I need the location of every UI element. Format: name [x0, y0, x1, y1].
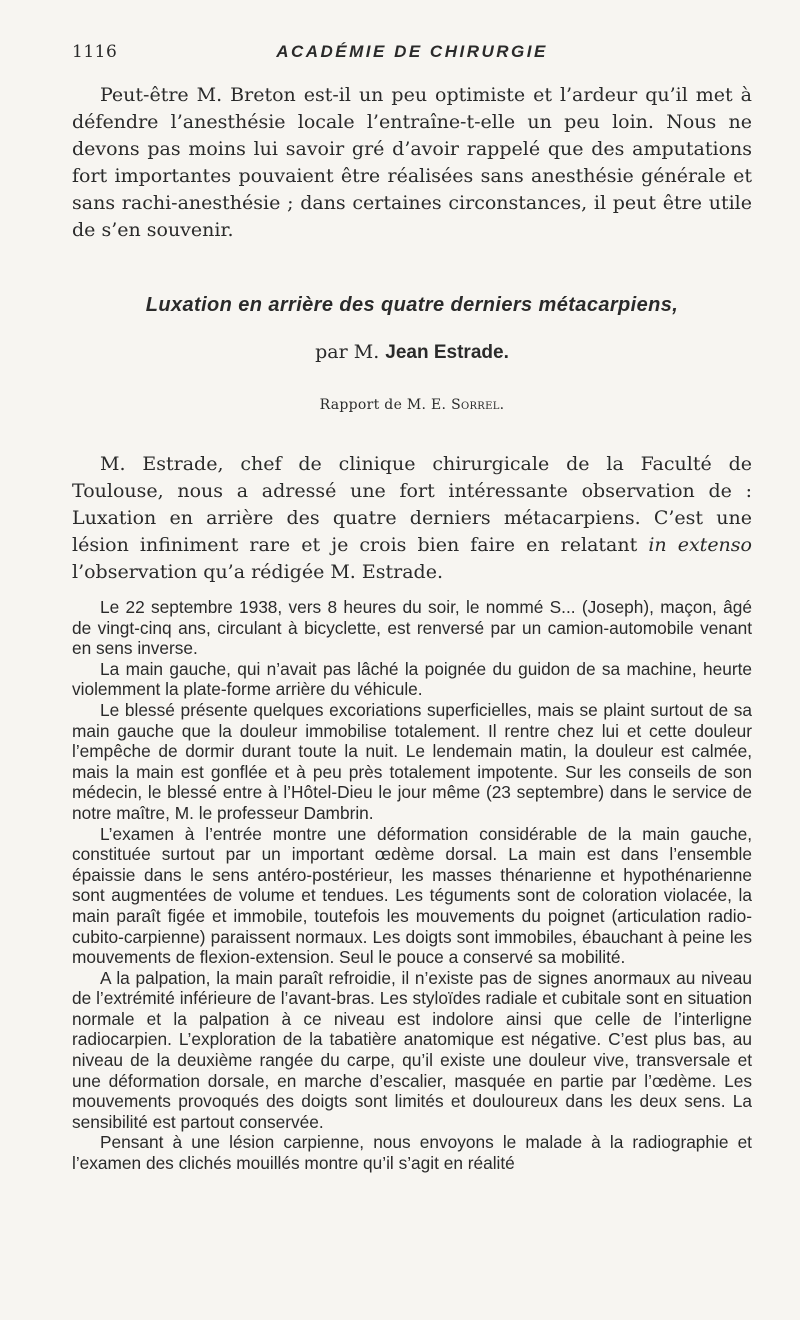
observation-paragraph: La main gauche, qui n’avait pas lâché la poignée du guidon de sa machine, heurte violemment la plate-forme arrière du véhicule. — [72, 658, 752, 700]
intro-paragraph: Peut-être M. Breton est-il un peu optimiste et l’ardeur qu’il met à défendre l’anesthésie locale l’entraîne-t-elle un peu loin. Nous ne devons pas moins lui savoir gré d’avoir rappelé que des amputations fort importantes pouvaient être réalisées sans anesthésie générale et sans rachi-anesthésie ; dans certaines circonstances, il peut être utile de s’en souvenir. — [72, 84, 752, 241]
report-author: Sorrel. — [451, 397, 505, 413]
byline — [72, 341, 752, 364]
report-text-before: M. Estrade, chef de clinique chirurgicale de la Faculté de Toulouse, nous a adressé une fort intéressante observation de : Luxation en arrière des quatre derniers métacarpiens. C’est une lésion infiniment rare et je crois bien faire en relatant — [72, 453, 752, 556]
observation-paragraph: L’examen à l’entrée montre une déformation considérable de la main gauche, constituée surtout par un important œdème dorsal. La main est dans l’ensemble épaissie dans le sens antéro-postérieur, les masses thénarienne et hypothénarienne sont augmentées de volume et tendues. Les téguments sont de coloration violacée, la main paraît figée et immobile, toutefois les mouvements du poignet (articulation radio-cubito-carpienne) paraissent normaux. Les doigts sont immobiles, ébauchant à peine les mouvements de flexion-extension. Seul le pouce a conservé sa mobilité. — [72, 823, 752, 968]
observation-paragraph: A la palpation, la main paraît refroidie, il n’existe pas de signes anormaux au niveau de l’extrémité inférieure de l’avant-bras. Les styloïdes radiale et cubitale sont en situation normale et la palpation à ce niveau est indolore ainsi que celle de l’interligne radiocarpien. L’exploration de la tabatière anatomique est négative. C’est plus bas, au niveau de la deuxième rangée du carpe, qu’il existe une douleur vive, transversale et une déformation dorsale, en marche d’escalier, masquée en partie par l’œdème. Les mouvements provoqués des doigts sont limités et douloureux dans les deux sens. La sensibilité est partout conservée. — [72, 967, 752, 1132]
report-line — [72, 397, 752, 413]
intro-block — [72, 82, 752, 244]
report-text-after: l’observation qu’a rédigée M. Estrade. — [72, 561, 443, 583]
report-text-italic: in extenso — [648, 534, 752, 556]
observation-paragraph: Pensant à une lésion carpienne, nous envoyons le malade à la radiographie et l’examen des clichés mouillés montre qu’il s’agit en réalité — [72, 1132, 752, 1174]
byline-author: Jean Estrade. — [385, 342, 509, 363]
running-title: ACADÉMIE DE CHIRURGIE — [276, 42, 548, 61]
report-paragraph — [72, 451, 752, 586]
observation-paragraph: Le blessé présente quelques excoriations superficielles, mais se plaint surtout de sa main gauche que la douleur immobilise totalement. Il rentre chez lui et cette douleur l’empêche de dormir durant toute la nuit. Le lendemain matin, la douleur est calmée, mais la main est gonflée et à peu près totalement impotente. Sur les conseils de son médecin, le blessé entre à l’Hôtel-Dieu le jour même (23 septembre) dans le service de notre maître, M. le professeur Dambrin. — [72, 699, 752, 823]
report-block — [72, 451, 752, 586]
page-header — [72, 42, 752, 66]
observation-paragraph: Le 22 septembre 1938, vers 8 heures du soir, le nommé S... (Joseph), maçon, âgé de vingt-cinq ans, circulant à bicyclette, est renversé par un camion-automobile venant en sens inverse. — [72, 597, 752, 659]
page-number: 1116 — [72, 42, 118, 62]
byline-prefix: par M. — [315, 341, 386, 363]
report-prefix: Rapport de M. E. — [319, 397, 452, 413]
article-title: Luxation en arrière des quatre derniers métacarpiens, — [145, 294, 679, 316]
observation-block — [72, 597, 752, 1174]
